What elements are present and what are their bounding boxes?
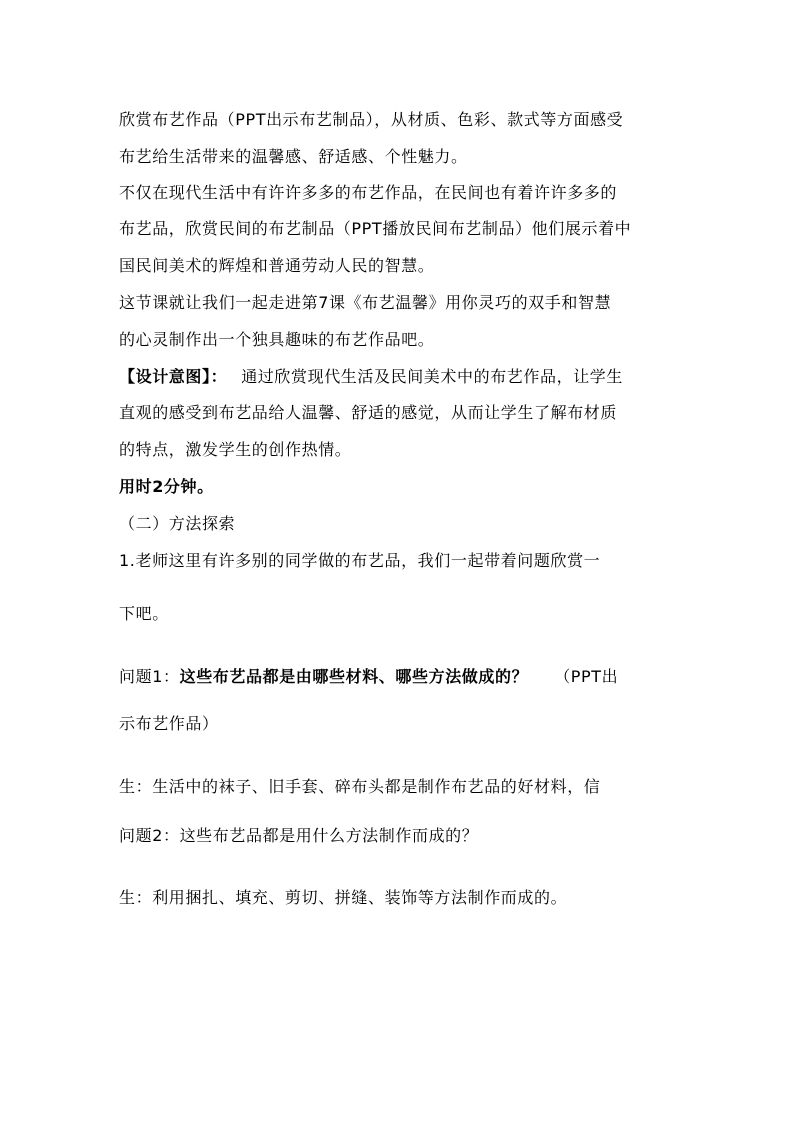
paragraph-line: 布艺给生活带来的温馨感、舒适感、个性魅力。 <box>119 147 468 166</box>
answer-line: 生：生活中的袜子、旧手套、碎布头都是制作布艺品的好材料，信 <box>119 777 601 796</box>
paragraph-line: 下吧。 <box>119 604 169 623</box>
paragraph-line: 欣赏布艺作品（PPT出示布艺制品），从材质、色彩、款式等方面感受 <box>119 110 624 129</box>
paragraph-line: 1.老师这里有许多别的同学做的布艺品，我们一起带着问题欣赏一 <box>119 551 601 570</box>
paragraph-line: 示布艺作品） <box>119 714 219 733</box>
paragraph-line: 直观的感受到布艺品给人温馨、舒适的感觉，从而让学生了解布材质 <box>119 403 618 422</box>
paragraph-line: 不仅在现代生活中有许许多多的布艺作品，在民间也有着许许多多的 <box>119 183 618 202</box>
section-heading: （二）方法探索 <box>119 514 236 533</box>
question-1-note: （PPT出 <box>554 667 619 686</box>
question-2-line: 问题2：这些布艺品都是用什么方法制作而成的？ <box>119 826 479 845</box>
paragraph-line: 的心灵制作出一个独具趣味的布艺作品吧。 <box>119 330 435 349</box>
design-intent-label: 【设计意图】： <box>119 367 228 386</box>
paragraph-line: 国民间美术的辉煌和普通劳动人民的智慧。 <box>119 256 435 275</box>
design-intent-line <box>119 367 623 387</box>
paragraph-line: 布艺品，欣赏民间的布艺制品（PPT播放民间布艺制品）他们展示着中 <box>119 219 632 238</box>
paragraph-line: 这节课就让我们一起走进第7课《布艺温馨》用你灵巧的双手和智慧 <box>119 293 612 312</box>
question-1-label: 问题1： <box>119 667 180 686</box>
answer-line: 生：利用捆扎、填充、剪切、拼缝、装饰等方法制作而成的。 <box>119 888 568 907</box>
design-intent-text: 通过欣赏现代生活及民间美术中的布艺作品，让学生 <box>241 367 624 386</box>
paragraph-line: 的特点，激发学生的创作热情。 <box>119 440 352 459</box>
question-1-line <box>119 667 618 687</box>
question-1-text: 这些布艺品都是由哪些材料、哪些方法做成的？ <box>179 667 529 686</box>
time-note: 用时2分钟。 <box>119 477 214 496</box>
